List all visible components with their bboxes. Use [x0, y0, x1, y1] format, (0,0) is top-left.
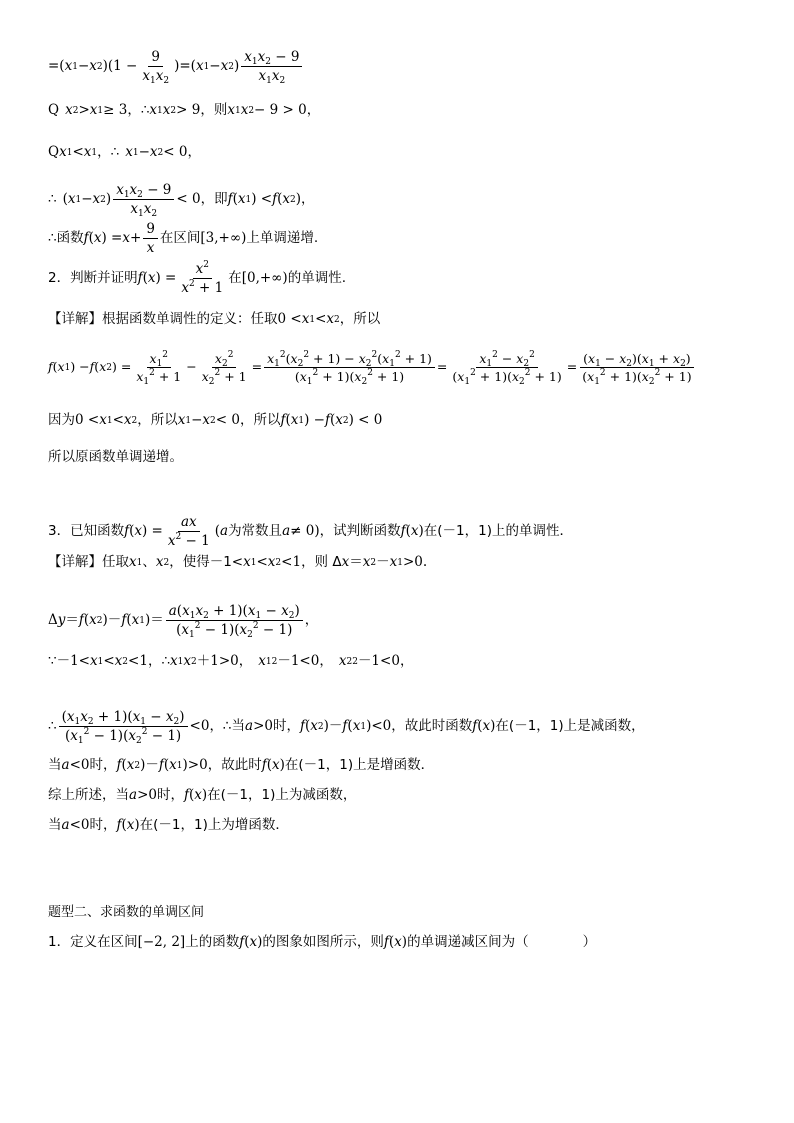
math-line-16: 当 a <0 时， f ( x 2 )－ f ( x 1 )>0 ，故此时 f ( x ) 在(－1，1)上是增函数．: [48, 757, 435, 773]
section-heading: 题型二、求函数的单调区间: [48, 905, 205, 920]
math-line-9: 因为 0 < x 1 < x 2 ，所以 x 1 − x 2 < 0 ，所以 f ( x 1 ) − f ( x 2 ) < 0: [48, 412, 383, 428]
answer-3-intro: 【详解】任取 x 1 、 x 2 ，使得－1< x 1 < x 2 <1 ，则 Δ x ＝ x 2 － x 1 >0.: [48, 554, 428, 570]
question-2: 2．判断并证明 f ( x ) = $\frac{x^2}{x^2 + 1}$ 在 [0,+∞) 的单调性.: [48, 260, 346, 297]
math-line-3: Q x 1 < x 1 ， ∴ x 1 − x 2 < 0 ，: [48, 144, 201, 160]
math-line-15: ∴ $\frac{(x_1x_2 + 1)(x_1 - x_2)}{(x_1^2 - 1)(x_2^2 - 1)}$ <0 ，∴当 a >0 时， f ( x 2 )－ f ( x 1 )<0 ，故此时函数 f ( x ) 在(－1，1)上是减函数，: [48, 709, 645, 747]
answer-2-intro: 【详解】根据函数单调性的定义：任取 0 < x 1 < x 2 ，所以: [48, 311, 381, 327]
math-line-14: ∵－1< x 1 < x 2 <1 ， ∴ x 1 x 2 ＋1>0 ， x 1 2 －1<0 ， x 2 2 －1<0 ，: [48, 653, 414, 669]
question-3: 3．已知函数 f ( x ) = $\frac{ax}{x^2 - 1}$ ( a 为常数且 a ≠ 0) ，试判断函数 f ( x ) 在(－1，1)上的单调性．: [48, 514, 573, 550]
math-line-8: f ( x 1 ) − f ( x 2 ) = $\frac{x_1^2}{x_1^2 + 1}$ − $\frac{x_2^2}{x_2^2 + 1}$ = $\frac{x_1^2(x_2^2 + 1) - x_2^2(x_1^2 + 1)}{(x_1^2 + 1)(x_2^2 + 1)}$ = $\frac{x_1^2 - x_2^2}{(x_1^2 + 1)(x_2^2 + 1)}$ = $\frac{(x_1 - x_2)(x_1 + x_2)}{(x_1^2 + 1)(x_2^2 + 1)}$: [48, 352, 697, 383]
math-line-13: Δ y ＝ f ( x 2 )－ f ( x 1 )＝ $\frac{a(x_1x_2 + 1)(x_1 - x_2)}{(x_1^2 - 1)(x_2^2 - 1)}$ ，: [48, 603, 319, 641]
math-line-18: 当 a <0 时， f ( x ) 在(－1，1)上为增函数．: [48, 817, 289, 833]
math-line-17: 综上所述，当 a >0 时， f ( x ) 在(－1，1)上为减函数，: [48, 787, 357, 803]
math-line-4: ∴ ( x 1 − x 2 ) $\frac{x_1x_2 - 9}{x_1x_2}$ < 0 ，即 f ( x 1 ) < f ( x 2 ) ，: [48, 182, 315, 220]
math-line-2: Q x 2 > x 1 ≥ 3 ， ∴ x 1 x 2 > 9 ，则 x 1 x 2 − 9 > 0 ，: [48, 102, 321, 118]
math-line-5: ∴ 函数 f ( x ) = x + $\frac{9}{x}$ 在区间 [3,+∞) 上单调递增.: [48, 221, 319, 257]
conclusion-2: 所以原函数单调递增。: [48, 449, 183, 465]
math-line-1: =( x 1 − x 2 )(1 − $\frac{9}{x_1x_2}$ )=( x 1 − x 2 ) $\frac{x_1x_2 - 9}{x_1x_2}$: [48, 50, 304, 83]
question-1-section2: 1．定义在区间 [−2, 2] 上的函数 f ( x ) 的图象如图所示，则 f ( x ) 的单调递减区间为（ ）: [48, 934, 597, 950]
